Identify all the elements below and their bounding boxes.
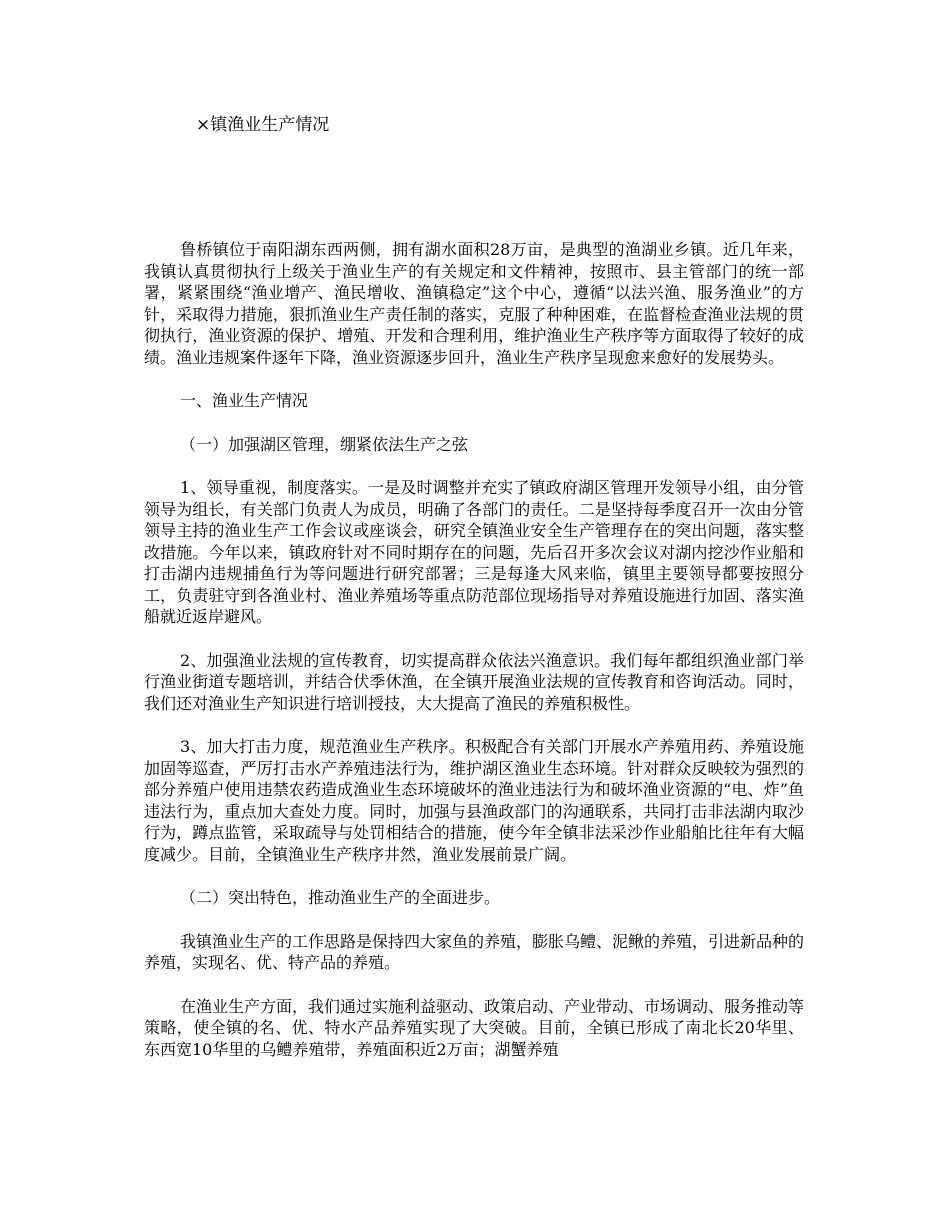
paragraph-enforcement: 3、加大打击力度，规范渔业生产秩序。积极配合有关部门开展水产养殖用药、养殖设施加固等巡查，严厉打击水产养殖违法行为，维护湖区渔业生态环境。针对群众反映较为强烈的部分养殖户使用违禁农药造成渔业生态环境破坏的渔业违法行为和破坏渔业资源的“电、炸”鱼违法行为，重点加大查处力度。同时，加强与县渔政部门的沟通联系，共同打击非法湖内取沙行为，蹲点监管，采取疏导与处罚相结合的措施，使今年全镇非法采沙作业船舶比往年有大幅度减少。目前，全镇渔业生产秩序井然，渔业发展前景广阔。 [144,737,804,864]
document-body [144,239,804,1082]
section-heading-1: 一、渔业生产情况 [180,391,309,410]
paragraph-production: 在渔业生产方面，我们通过实施利益驱动、政策启动、产业带动、市场调动、服务推动等策略，使全镇的名、优、特水产品养殖实现了大突破。目前，全镇已形成了南北长20华里、东西宽10华里的乌鳢养殖带，养殖面积近2万亩；湖蟹养殖 [144,996,805,1059]
paragraph-strategy: 我镇渔业生产的工作思路是保持四大家鱼的养殖，膨胀乌鳢、泥鳅的养殖，引进新品种的养殖，实现名、优、特产品的养殖。 [144,931,805,972]
document-title: ×镇渔业生产情况 [196,115,330,135]
paragraph-education: 2、加强渔业法规的宣传教育，切实提高群众依法兴渔意识。我们每年都组织渔业部门举行渔业街道专题培训，并结合伏季休渔，在全镇开展渔业法规的宣传教育和咨询活动。同时，我们还对渔业生产知识进行培训授技，大大提高了渔民的养殖积极性。 [144,650,804,713]
intro-paragraph: 鲁桥镇位于南阳湖东西两侧，拥有湖水面积28万亩，是典型的渔湖业乡镇。近几年来，我镇认真贯彻执行上级关于渔业生产的有关规定和文件精神，按照市、县主管部门的统一部署，紧紧围绕“渔业增产、渔民增收、渔镇稳定”这个中心，遵循“以法兴渔、服务渔业”的方针，采取得力措施，狠抓渔业生产责任制的落实，克服了种种困难，在监督检查渔业法规的贯彻执行，渔业资源的保护、增殖、开发和合理利用，维护渔业生产秩序等方面取得了较好的成绩。渔业违规案件逐年下降，渔业资源逐步回升，渔业生产秩序呈现愈来愈好的发展势头。 [144,240,804,367]
paragraph-leadership: 1、领导重视，制度落实。一是及时调整并充实了镇政府湖区管理开发领导小组，由分管领导为组长，有关部门负责人为成员，明确了各部门的责任。二是坚持每季度召开一次由分管领导主持的渔业生产工作会议或座谈会，研究全镇渔业安全生产管理存在的突出问题，落实整改措施。今年以来，镇政府针对不同时期存在的问题，先后召开多次会议对湖内挖沙作业船和打击湖内违规捕鱼行为等问题进行研究部署；三是每逢大风来临，镇里主要领导都要按照分工，负责驻守到各渔业村、渔业养殖场等重点防范部位现场指导对养殖设施进行加固、落实渔船就近返岸避风。 [144,478,804,626]
subsection-heading-2: （二）突出特色，推动渔业生产的全面进步。 [180,888,501,907]
subsection-heading-1: （一）加强湖区管理，绷紧依法生产之弦 [180,434,469,454]
